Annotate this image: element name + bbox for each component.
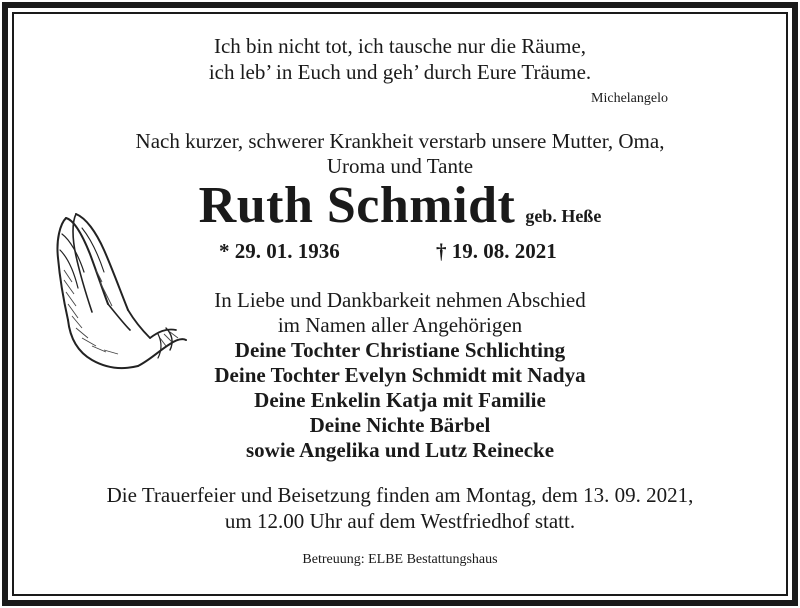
deceased-name: Ruth Schmidt: [198, 177, 516, 234]
mourner-5: sowie Angelika und Lutz Reinecke: [245, 438, 555, 462]
funeral-line-2: um 12.00 Uhr auf dem Westfriedhof statt.: [224, 509, 576, 533]
farewell-line-1: In Liebe und Dankbarkeit nehmen Abschied: [214, 288, 586, 312]
maiden-name: geb. Heße: [525, 206, 602, 226]
birth-date: * 29. 01. 1936: [219, 239, 340, 263]
quote-author: Michelangelo: [591, 91, 668, 106]
funeral-line-1: Die Trauerfeier und Beisetzung finden am Montag, dem 13. 09. 2021,: [106, 483, 694, 507]
intro-line-2: Uroma und Tante: [326, 154, 474, 178]
intro-line-1: Nach kurzer, schwerer Krankheit verstarb unsere Mutter, Oma,: [135, 129, 665, 153]
farewell-line-2: im Namen aller Angehörigen: [277, 313, 523, 337]
mourner-1: Deine Tochter Christiane Schlichting: [234, 338, 566, 362]
quote-line-2: ich leb’ in Euch und geh’ durch Eure Träume.: [208, 60, 592, 84]
care-provider: Betreuung: ELBE Bestattungshaus: [302, 552, 498, 567]
mourner-4: Deine Nichte Bärbel: [309, 413, 491, 437]
quote-line-1: Ich bin nicht tot, ich tausche nur die Räume,: [213, 34, 587, 58]
death-date: † 19. 08. 2021: [436, 239, 557, 263]
mourner-3: Deine Enkelin Katja mit Familie: [254, 388, 546, 412]
mourner-2: Deine Tochter Evelyn Schmidt mit Nadya: [214, 363, 586, 387]
